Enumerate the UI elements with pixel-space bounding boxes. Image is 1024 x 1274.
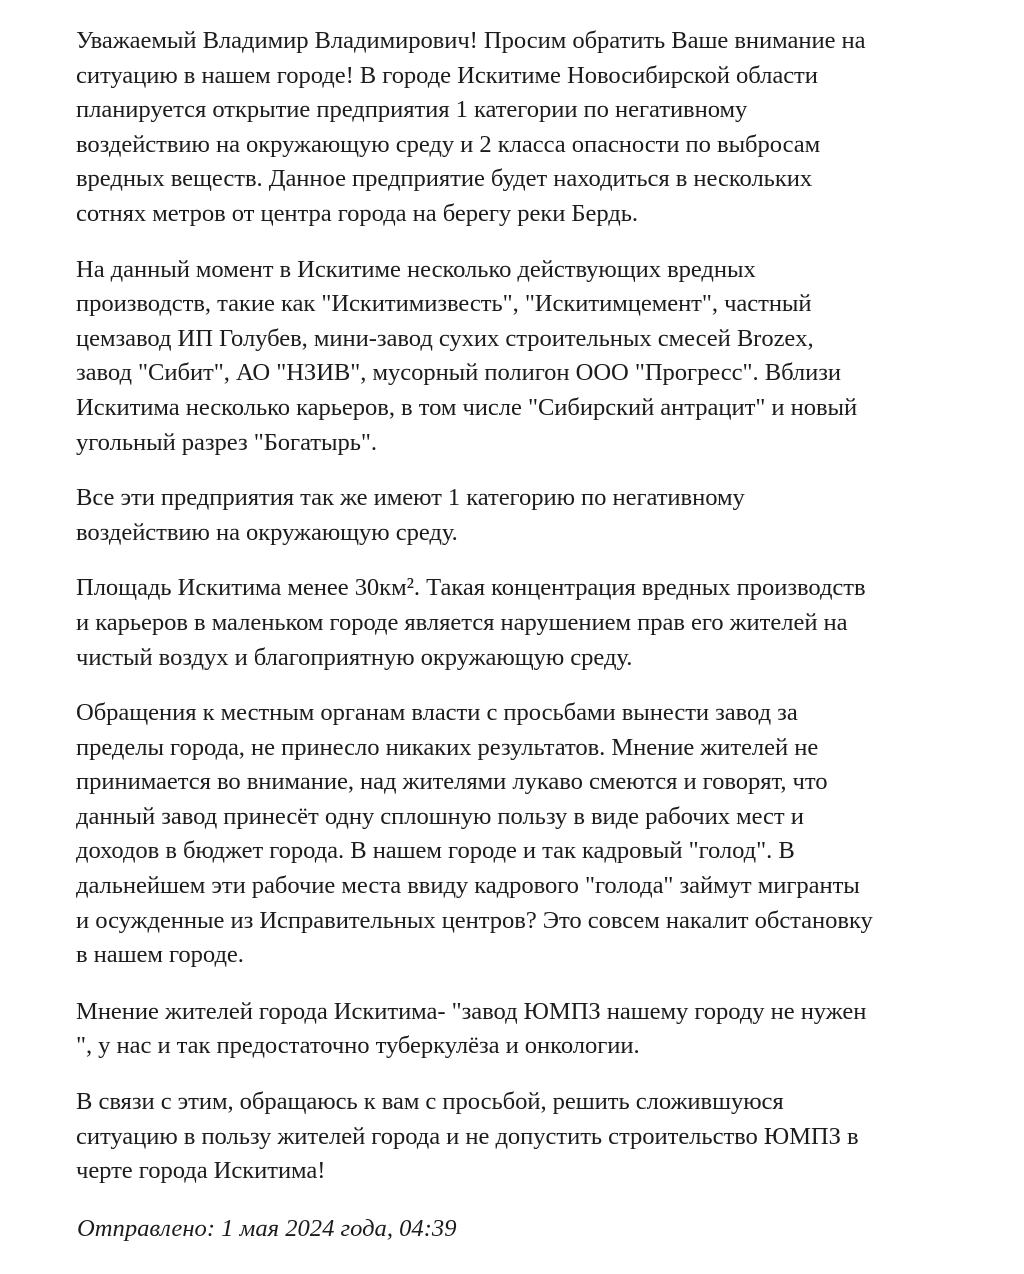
- letter-paragraph-area: Площадь Искитима менее 30км². Такая концентрация вредных производств и карьеров в маленьком городе является нарушением прав его жителей на чистый воздух и благоприятную окружающую среду.: [76, 574, 866, 671]
- letter-paragraph-appeals: Обращения к местным органам власти с просьбами вынести завод за пределы города, не принесло никаких результатов. Мнение жителей не принимается во внимание, над жителями лукаво смеются и говорят, что данный завод принесёт одну сплошную пользу в виде рабочих мест и доходов в бюджет города. В нашем городе и так кадровый "голод". В дальнейшем эти рабочие места ввиду кадрового "голода" займут мигранты и осужденные из Исправительных центров? Это совсем накалит обстановку в нашем городе.: [76, 699, 873, 969]
- letter-paragraph-request: В связи с этим, обращаюсь к вам с просьбой, решить сложившуюся ситуацию в пользу жителей города и не допустить строительство ЮМПЗ в черте города Искитима!: [76, 1088, 859, 1185]
- sent-timestamp: Отправлено: 1 мая 2024 года, 04:39: [77, 1215, 457, 1242]
- letter-paragraph-residents-opinion: Мнение жителей города Искитима- "завод ЮМПЗ нашему городу не нужен ", у нас и так предостаточно туберкулёза и онкологии.: [76, 997, 867, 1060]
- letter-paragraph-greeting: Уважаемый Владимир Владимирович! Просим обратить Ваше внимание на ситуацию в нашем городе! В городе Искитиме Новосибирской области планируется открытие предприятия 1 категории по негативному воздействию на окружающую среду и 2 класса опасности по выбросам вредных веществ. Данное предприятие будет находиться в нескольких сотнях метров от центра города на берегу реки Бердь.: [76, 27, 866, 227]
- letter-paragraph-existing-plants: На данный момент в Искитиме несколько действующих вредных производств, такие как "Искитимизвесть", "Искитимцемент", частный цемзавод ИП Голубев, мини-завод сухих строительных смесей Brozex, завод "Сибит", АО "НЗИВ", мусорный полигон ООО "Прогресс". Вблизи Искитима несколько карьеров, в том числе "Сибирский антрацит" и новый угольный разрез "Богатырь".: [76, 255, 858, 456]
- letter-paragraph-category: Все эти предприятия так же имеют 1 категорию по негативному воздействию на окружающую среду.: [76, 484, 745, 546]
